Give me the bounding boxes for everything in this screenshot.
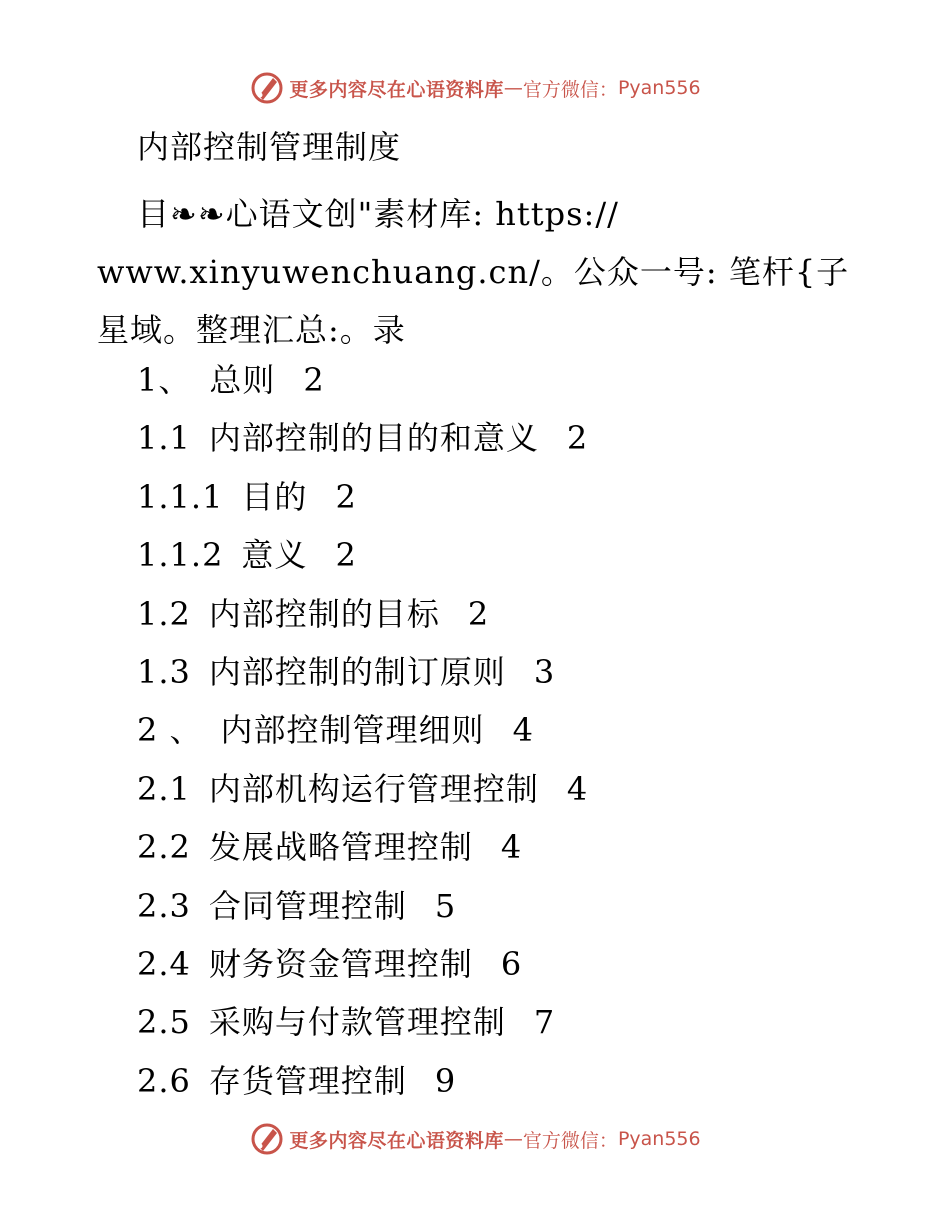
toc-entry: [137, 1061, 456, 1101]
toc-label: 合同管理控制: [208, 886, 407, 925]
toc-number: 2.4: [137, 945, 191, 983]
toc-number: 1、: [137, 361, 192, 399]
toc-label: 财务资金管理控制: [208, 945, 473, 983]
toc-label: 内部控制管理细则: [220, 711, 485, 750]
watermark-official-label: 官方微信：: [522, 1129, 618, 1152]
toc-label: 采购与付款管理控制: [208, 1003, 506, 1042]
toc-number: 1.1.1: [137, 477, 224, 516]
watermark-wechat-id: Pyan556: [617, 1128, 701, 1150]
pen-seal-icon: [249, 1121, 285, 1157]
toc-page-number: 2: [335, 477, 357, 516]
toc-entry: [137, 886, 456, 926]
toc-number: 2.2: [137, 828, 191, 867]
toc-entry: [137, 710, 534, 750]
watermark-separator: —: [503, 77, 523, 99]
toc-page-number: 2: [335, 536, 357, 575]
toc-number: 2 、: [137, 711, 203, 750]
toc-entry: [137, 827, 522, 867]
toc-label: 发展战略管理控制: [208, 828, 473, 867]
watermark-main-text: 更多内容尽在心语资料库: [289, 78, 504, 101]
pen-seal-icon: [249, 70, 285, 106]
toc-label: 目的: [241, 477, 308, 516]
toc-label: 总则: [209, 361, 276, 399]
toc-entry: [137, 1002, 555, 1042]
toc-label: 存货管理控制: [208, 1061, 407, 1100]
toc-number: 1.1.2: [137, 536, 224, 575]
toc-entry: [137, 418, 588, 458]
watermark-separator: —: [503, 1128, 523, 1150]
toc-entry: [137, 477, 357, 517]
watermark-official-label: 官方微信：: [522, 78, 618, 101]
toc-page-number: 6: [500, 945, 523, 983]
document-title: 内部控制管理制度: [137, 128, 402, 166]
toc-label: 内部控制的制订原则: [208, 653, 506, 691]
toc-number: 1.3: [137, 653, 191, 691]
watermark-banner-bottom: [0, 1121, 950, 1157]
toc-entry: [137, 360, 325, 400]
toc-page-number: 7: [533, 1003, 556, 1042]
toc-page-number: 4: [512, 711, 534, 750]
toc-entry: [137, 769, 588, 809]
toc-number: 2.1: [137, 769, 191, 808]
toc-number: 2.5: [137, 1003, 191, 1042]
toc-page-number: 9: [434, 1061, 457, 1100]
watermark-wechat-id: Pyan556: [617, 77, 701, 99]
intro-paragraph: 目❧❧心语文创"素材库: https:// www.xinyuwenchuang.cn/。公众一号: 笔杆{子星域。整理汇总:。录: [97, 195, 850, 349]
watermark-banner-top: [0, 70, 950, 106]
toc-entry: [137, 652, 555, 692]
toc-label: 意义: [241, 536, 308, 575]
toc-number: 1.2: [137, 594, 191, 633]
toc-page-number: 4: [566, 769, 589, 808]
toc-page-number: 2: [566, 419, 589, 458]
toc-entry: [137, 594, 489, 634]
watermark-main-text: 更多内容尽在心语资料库: [289, 1129, 504, 1152]
toc-number: 1.1: [137, 419, 191, 458]
toc-page-number: 3: [533, 653, 556, 691]
toc-number: 2.6: [137, 1061, 191, 1100]
toc-page-number: 4: [500, 828, 523, 867]
toc-number: 2.3: [137, 886, 191, 925]
toc-label: 内部机构运行管理控制: [208, 769, 539, 808]
toc-page-number: 2: [467, 594, 490, 633]
toc-page-number: 2: [303, 361, 325, 399]
toc-page-number: 5: [434, 886, 457, 925]
toc-entry: [137, 944, 522, 984]
toc-entry: [137, 535, 357, 575]
toc-label: 内部控制的目的和意义: [208, 419, 539, 458]
toc-label: 内部控制的目标: [208, 594, 440, 633]
